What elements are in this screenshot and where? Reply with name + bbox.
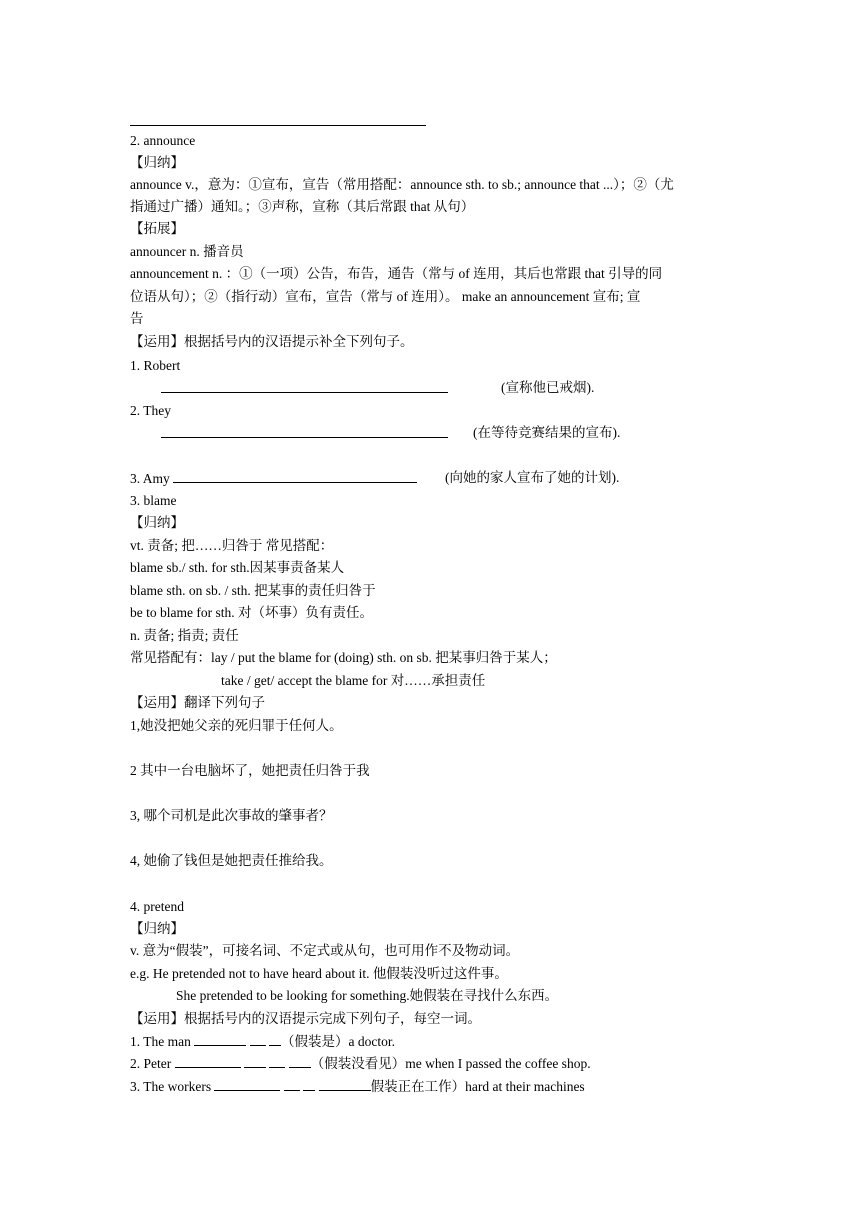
example-line: e.g. He pretended not to have heard about it. 他假装没听过这件事。 [130,966,508,981]
text-line: vt. 责备; 把……归咎于 常见搭配： [130,538,334,553]
heading-pretend: 4. pretend [130,899,184,914]
answer-blank [284,1078,300,1091]
section-label-practice: 【运用】根据括号内的汉语提示补全下列句子。 [130,334,414,349]
exercise-label: 3. Amy [130,471,170,486]
answer-blank-line [161,380,448,397]
translation-item: 4, 她偷了钱但是她把责任推给我。 [130,853,333,868]
text-line: 指通过广播）通知。；③声称，宣称（其后常跟 that 从句） [130,199,475,214]
text-line: blame sb./ sth. for sth.因某事责备某人 [130,560,345,575]
section-label-practice: 【运用】根据括号内的汉语提示完成下列句子，每空一词。 [130,1011,481,1026]
section-label-practice: 【运用】翻译下列句子 [130,695,265,710]
translation-item: 1,她没把她父亲的死归罪于任何人。 [130,718,343,733]
text-line: announcer n. 播音员 [130,244,244,259]
answer-blank [173,470,417,483]
exercise-item [130,1055,591,1072]
answer-blank [194,1033,246,1046]
exercise-hint: (在等待竞赛结果的宣布). [473,425,621,440]
section-label-summary: 【归纳】 [130,155,184,170]
answer-blank [319,1078,371,1091]
exercise-hint: （假装是）a doctor. [281,1034,395,1049]
section-label-summary: 【归纳】 [130,515,184,530]
exercise-item [130,1033,395,1050]
exercise-label: 3. The workers [130,1079,212,1094]
section-label-summary: 【归纳】 [130,921,184,936]
text-line: 位语从句）；②（指行动）宣布，宣告（常与 of 连用）。 make an announcement 宣布; 宣 [130,289,641,304]
answer-blank-line [161,425,448,442]
heading-announce: 2. announce [130,133,196,148]
answer-blank [289,1055,311,1068]
answer-blank [303,1078,315,1091]
answer-blank [269,1033,281,1046]
exercise-hint: (向她的家人宣布了她的计划). [445,470,620,485]
answer-blank [175,1055,241,1068]
text-line: take / get/ accept the blame for 对……承担责任 [221,673,486,688]
answer-blank [214,1078,280,1091]
heading-blame: 3. blame [130,493,177,508]
exercise-label: 2. Peter [130,1056,172,1071]
text-line: blame sth. on sb. / sth. 把某事的责任归咎于 [130,583,376,598]
text-line: be to blame for sth. 对（坏事）负有责任。 [130,605,373,620]
top-rule [130,125,426,126]
translation-item: 2 其中一台电脑坏了，她把责任归咎于我 [130,763,370,778]
section-label-extension: 【拓展】 [130,221,184,236]
exercise-hint: 假装正在工作）hard at their machines [370,1079,585,1094]
exercise-item [130,1078,585,1095]
text-line: 常见搭配有：lay / put the blame for (doing) sth. on sb. 把某事归咎于某人； [130,650,557,665]
exercise-item: 2. They [130,403,171,418]
text-line: announce v.，意为：①宣布，宣告（常用搭配：announce sth. to sb.; announce that ...）；②（尤 [130,177,674,192]
translation-item: 3, 哪个司机是此次事故的肇事者？ [130,808,333,823]
answer-blank [244,1055,266,1068]
text-line: n. 责备; 指责; 责任 [130,628,239,643]
exercise-item [130,470,417,487]
example-line: She pretended to be looking for something.她假装在寻找什么东西。 [176,988,559,1003]
text-line: 告 [130,311,144,326]
answer-blank [269,1055,285,1068]
exercise-hint: （假装没看见）me when I passed the coffee shop. [310,1056,591,1071]
exercise-label: 1. The man [130,1034,191,1049]
exercise-item: 1. Robert [130,358,181,373]
text-line: v. 意为“假装”，可接名词、不定式或从句，也可用作不及物动词。 [130,943,520,958]
text-line: announcement n. ：①（一项）公告，布告，通告（常与 of 连用，其后也常跟 that 引导的同 [130,266,663,281]
exercise-hint: (宣称他已戒烟). [501,380,595,395]
answer-blank [250,1033,266,1046]
